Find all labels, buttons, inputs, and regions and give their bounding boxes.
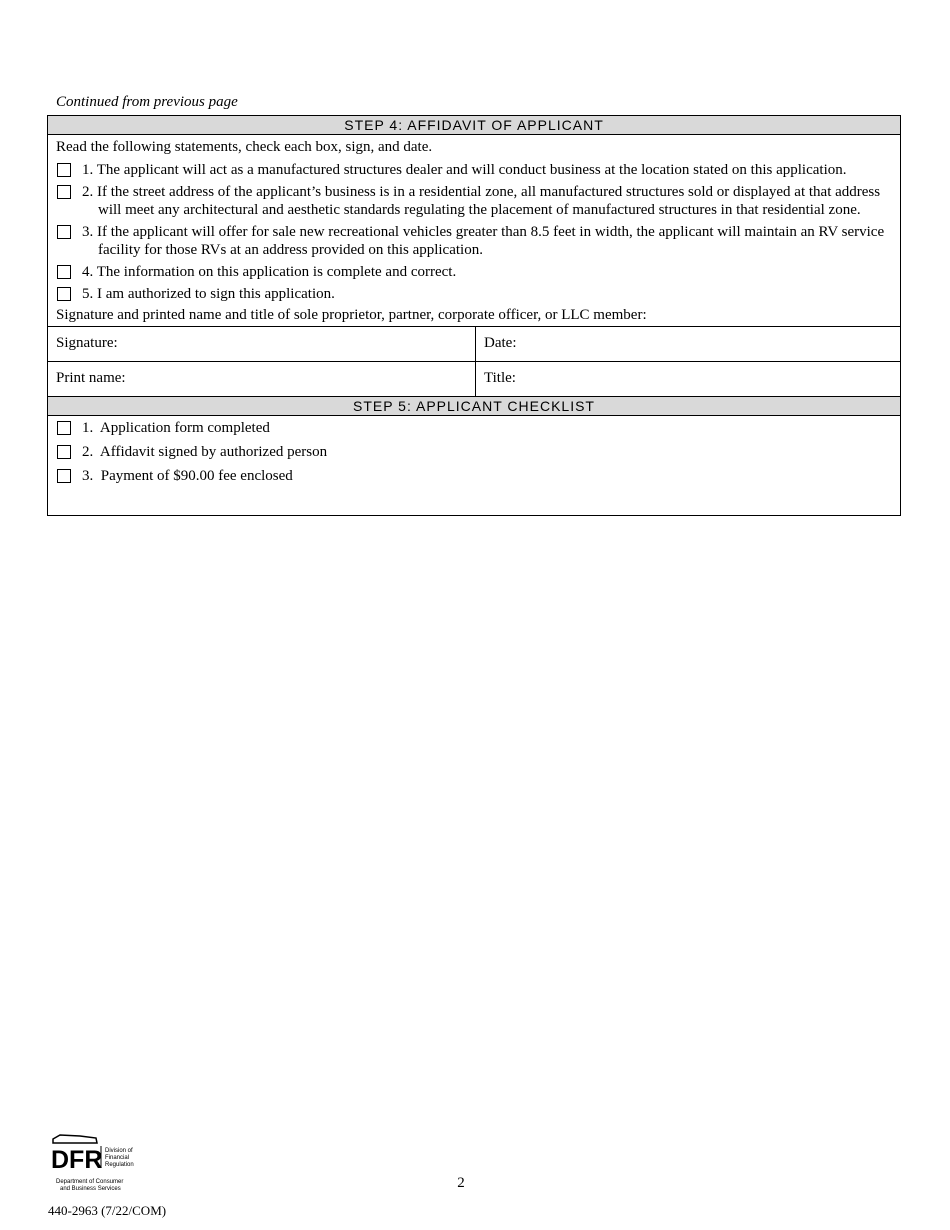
checklist-2-checkbox[interactable] (57, 445, 71, 459)
affidavit-statement-3 (56, 223, 892, 259)
step4-intro: Read the following statements, check each box, sign, and date. (56, 139, 433, 155)
signature-row (48, 326, 900, 361)
statement-5-checkbox[interactable] (57, 287, 71, 301)
affidavit-statement-1 (56, 161, 892, 179)
oregon-outline-icon (53, 1135, 97, 1143)
continued-note: Continued from previous page (56, 94, 238, 110)
statement-3-text: 3. If the applicant will offer for sale new recreational vehicles greater than 8.5 feet in width, the applicant will maintain an RV service facility for those RVs at an address provided on this application. (82, 224, 885, 258)
checklist-1-text: 1. Application form completed (82, 420, 270, 436)
title-field[interactable] (475, 362, 900, 396)
signature-field[interactable] (48, 327, 475, 361)
checklist-item (56, 418, 892, 442)
statement-2-checkbox[interactable] (57, 185, 71, 199)
signature-label: Signature: (56, 335, 118, 351)
print-name-field[interactable] (48, 362, 475, 396)
checklist-item (56, 466, 892, 490)
statement-1-checkbox[interactable] (57, 163, 71, 177)
logo-division-line2: Financial (105, 1155, 130, 1161)
checklist-item (56, 442, 892, 466)
print-name-label: Print name: (56, 370, 126, 386)
logo-division-line3: Regulation (105, 1162, 134, 1168)
title-label: Title: (484, 370, 516, 386)
form-code: 440-2963 (7/22/COM) (48, 1203, 167, 1218)
affidavit-statement-4 (56, 263, 892, 281)
logo-dept-line1: Department of Consumer (56, 1179, 124, 1185)
step4-header: STEP 4: AFFIDAVIT OF APPLICANT (48, 116, 900, 135)
statement-2-text: 2. If the street address of the applicant’s business is in a residential zone, all manufactured structures sold or displayed at that address will meet any architectural and aesthetic standards regulating the placement of manufactured structures in that residential zone. (82, 184, 881, 218)
logo-division-line1: Division of (105, 1148, 133, 1154)
logo-abbrev: DFR (51, 1146, 103, 1174)
step4-body (48, 135, 900, 326)
logo-dept-line2: and Business Services (60, 1186, 121, 1192)
affidavit-form (47, 115, 901, 516)
page-number: 2 (457, 1175, 465, 1191)
affidavit-statement-2 (56, 183, 892, 219)
applicant-checklist (48, 416, 900, 515)
name-title-row (48, 361, 900, 396)
statement-1-text: 1. The applicant will act as a manufactured structures dealer and will conduct business at the location stated on this application. (82, 162, 847, 178)
statement-5-text: 5. I am authorized to sign this application. (82, 286, 335, 302)
date-label: Date: (484, 335, 517, 351)
statement-3-checkbox[interactable] (57, 225, 71, 239)
step5-header: STEP 5: APPLICANT CHECKLIST (48, 396, 900, 416)
checklist-3-checkbox[interactable] (57, 469, 71, 483)
statement-4-text: 4. The information on this application is complete and correct. (82, 264, 457, 280)
signature-intro: Signature and printed name and title of sole proprietor, partner, corporate officer, or LLC member: (56, 307, 647, 323)
checklist-1-checkbox[interactable] (57, 421, 71, 435)
checklist-2-text: 2. Affidavit signed by authorized person (82, 444, 328, 460)
statement-4-checkbox[interactable] (57, 265, 71, 279)
checklist-3-text: 3. Payment of $90.00 fee enclosed (82, 468, 293, 484)
date-field[interactable] (475, 327, 900, 361)
affidavit-statement-5 (56, 285, 892, 303)
